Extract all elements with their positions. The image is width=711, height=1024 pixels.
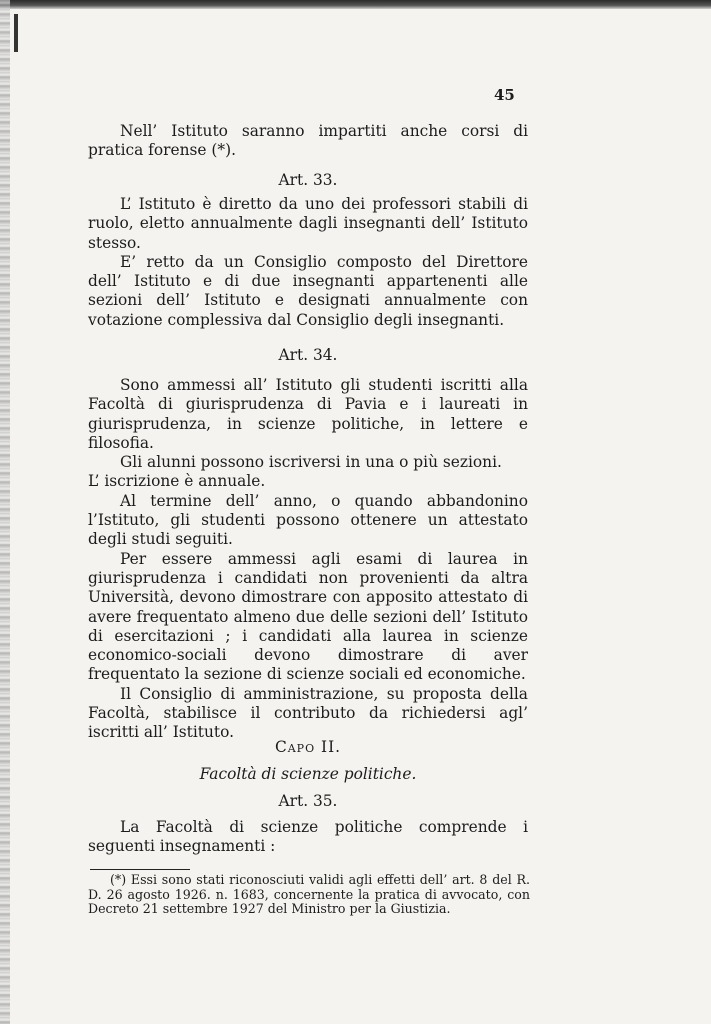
capo-subtitle: Facoltà di scienze politiche. [199,765,417,783]
art35-heading: Art. 35. [278,792,338,810]
footnote-text: (*) Essi sono stati riconosciuti validi agli effetti dell’ art. 8 del R. D. 26 agosto 1926. n. 1683, concernente la pratica di avvocato, con Decreto 21 settembre 1927 del Ministro per la Giustizia. [88,872,530,917]
footnote-block [88,873,530,917]
art34-block [88,376,528,743]
art33-heading: Art. 33. [278,171,338,189]
art34-paragraph-2: Gli alunni possono iscriversi in una o più sezioni. [120,453,502,472]
art33-paragraph-1: L’ Istituto è diretto da uno dei professori stabili di ruolo, eletto annualmente dagli insegnanti dell’ Istituto stesso. [88,195,528,252]
art34-paragraph-5: Per essere ammessi agli esami di laurea in giurisprudenza i candidati non provenienti da altra Università, devono dimostrare con apposito attestato di avere frequentato almeno due delle sezioni dell’ Istituto di esercitazioni ; i candidati alla laurea in scienze economico-sociali devono dimostrare di aver frequentato la sezione di scienze sociali ed economiche. [88,549,528,684]
intro-paragraph: Nell’ Istituto saranno impartiti anche corsi di pratica forense (*). [88,122,528,160]
art34-paragraph-1: Sono ammessi all’ Istituto gli studenti iscritti alla Facoltà di giurisprudenza di Pavia e i laureati in giurisprudenza, in scienze politiche, in lettere e filosofia. [88,376,528,452]
capo-heading: Capo II. [274,738,342,756]
art34-paragraph-3: L’ iscrizione è annuale. [88,472,266,491]
page-number: 45 [494,86,515,104]
intro-paragraph-block [88,122,528,161]
art34-paragraph-4: Al termine dell’ anno, o quando abbandonino l’Istituto, gli studenti possono ottenere un attestato degli studi seguiti. [88,491,528,549]
edge-mark [14,14,18,52]
art35-block [88,818,528,857]
top-edge-shadow [0,0,711,9]
art33-block [88,195,528,330]
binding-edge [0,0,10,1024]
footnote-rule [90,869,190,870]
art33-paragraph-2: E’ retto da un Consiglio composto del Direttore dell’ Istituto e di due insegnanti appartenenti alle sezioni dell’ Istituto e designati annualmente con votazione complessiva dal Consiglio degli insegnanti. [88,252,528,329]
art34-heading: Art. 34. [278,346,338,364]
art34-paragraph-6: Il Consiglio di amministrazione, su proposta della Facoltà, stabilisce il contributo da richiedersi agl’ iscritti all’ Istituto. [88,684,528,742]
art35-paragraph-1: La Facoltà di scienze politiche comprende i seguenti insegnamenti : [88,818,528,856]
